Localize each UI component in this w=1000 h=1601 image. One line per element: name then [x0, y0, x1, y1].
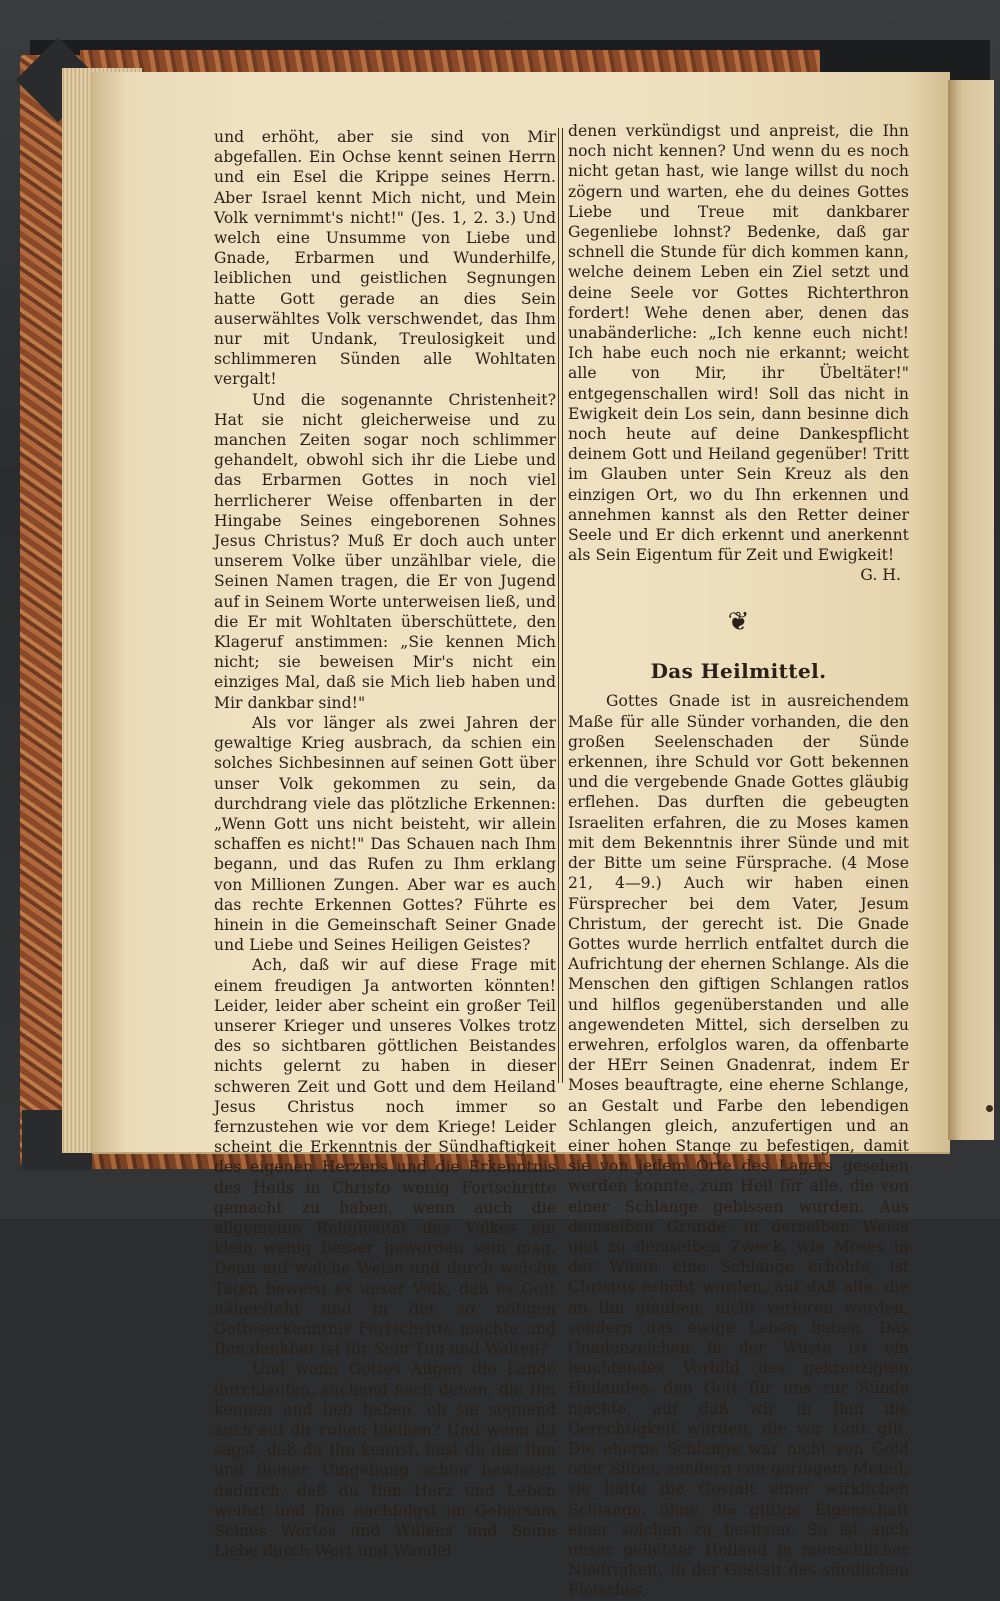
signature: G. H.: [860, 566, 901, 585]
next-page-edge: [948, 80, 994, 1140]
paragraph: Als vor länger als zwei Jahren der gewaltige Krieg ausbrach, da schien ein solches Sichbesinnen auf seinen Gott über unser Volk gekommen zu sein, da durchdrang viele das plötzliche Erkennen: „Wenn Gott uns nicht beisteht, wir allein schaffen es nicht!" Das Schauen nach Ihm begann, und das Rufen zu Ihm erklang von Millionen Zungen. Aber war es auch das rechte Erkennen Gottes? Führte es hinein in die Gemeinschaft Seiner Gnade und Liebe und Seines Heiligen Geistes?: [214, 713, 556, 955]
marbled-board-top: [80, 50, 820, 74]
column-rule: [558, 128, 563, 1083]
page-mark-dot: [986, 1105, 993, 1112]
paragraph: Und wenn Gottes Augen die Lande durchlaufen, suchend nach denen, die Ihn kennen und lieb haben, ob sie segnend auch auf dir ruhen bleiben? Und wenn du sagst, daß du Ihn kennst, hast du das Ihm und deiner Umgebung schon bewiesen dadurch, daß du Ihm Herz und Leben weihst und Ihm nachfolgst im Gehorsam Seines Wortes und Willens und Seine Liebe durch Wort und Wandel: [214, 1360, 556, 1561]
paragraph-text: denen verkündigst und anpreist, die Ihn noch nicht kennen? Und wenn du es noch nicht getan hast, wie lange willst du noch zögern und warten, ehe du deines Gottes Liebe und Treue mit dankbarer Gegenliebe lohnst? Bedenke, daß gar schnell die Stunde für dich kommen kann, welche deinem Leben ein Ziel setzt und deine Seele vor Gottes Richterthron fordert! Wehe denen aber, denen das unabänderliche: „Ich kenne euch nicht! Ich habe euch noch nie erkannt; weicht alle von Mir, ihr Übeltäter!" entgegenschallen wird! Soll das nicht in Ewigkeit dein Los sein, dann besinne dich noch heute auf deine Dankespflicht deinem Gott und Heiland gegenüber! Tritt im Glauben unter Sein Kreuz als den einzigen Ort, wo du Ihn erkennen und annehmen kannst als den Retter deiner Seele und Er dich erkennt und anerkennt als Sein Eigentum für Zeit und Ewigkeit!: [568, 122, 909, 565]
paragraph-continued: [568, 121, 909, 585]
ornament-icon: ❦: [727, 607, 750, 638]
paragraph: Gottes Gnade ist in ausreichendem Maße für alle Sünder vorhanden, die den großen Seelenschaden der Sünde erkennen, ihre Schuld vor Gott bekennen und die vergebende Gnade Gottes gläubig erflehen. Das durften die gebeugten Israeliten erfahren, die zu Moses kamen mit dem Bekenntnis ihrer Sünde und mit der Bitte um seine Fürsprache. (4 Mose 21, 4—9.) Auch wir haben einen Fürsprecher bei dem Vater, Jesum Christum, der gerecht ist. Die Gnade Gottes wurde herrlich entfaltet durch die Aufrichtung der ehernen Schlange. Als die Menschen den giftigen Schlangen ratlos und hilflos gegenüberstanden und alle angewendeten Mittel, sich derselben zu erwehren, erfolglos waren, da offenbarte der HErr Seinen Gnadenrat, indem Er Moses beauftragte, eine eherne Schlange, an Gestalt und Farbe den lebendigen Schlangen gleich, anzufertigen und an einer hohen Stange zu befestigen, damit sie von jedem Orte des Lagers gesehen werden konnte, zum Heil für alle, die von einer Schlange gebissen wurden. Aus demselben Grunde, in derselben Weise und zu demselben Zweck, wie Moses in der Wüste eine Schlange erhöhte, ist Christus erhöht worden, auf daß alle, die an Ihn glauben, nicht verloren werden, sondern das ewige Leben haben. Das Gnadenzeichen in der Wüste ist ein leuchtendes Vorbild des gekreuzigten Heilandes, den Gott für uns zur Sünde machte, auf daß wir in Ihm die Gerechtigkeit würden, die vor Gott gilt. Die eherne Schlange war nicht von Gold oder Silber, sondern von geringem Metall; sie hatte die Gestalt einer wirklichen Schlange, ohne die giftige Eigenschaft einer solchen zu besitzen. So ist auch unser geliebter Heiland in menschlicher Niedrigkeit, in der Gestalt des sündlichen Fleisches,: [568, 692, 909, 1600]
paragraph: Und die sogenannte Christenheit? Hat sie nicht gleicherweise und zu manchen Zeiten sogar noch schlimmer gehandelt, obwohl sich ihr die Liebe und das Erbarmen Gottes in noch viel herrlicherer Weise offenbarten in der Hingabe Seines eingeborenen Sohnes Jesus Christus? Muß Er doch auch unter unserem Volke über unzählbar viele, die Seinen Namen tragen, die Er von Jugend auf in Seinem Worte unterweisen ließ, und die Er mit Wohltaten überschüttete, den Klageruf anstimmen: „Sie kennen Mich nicht; sie beweisen Mir's nicht ein einziges Mal, daß sie Mich lieb haben und Mir dankbar sind!": [214, 390, 556, 712]
right-column: [568, 121, 909, 1601]
paragraph: Ach, daß wir auf diese Frage mit einem freudigen Ja antworten könnten! Leider, leider aber scheint ein großer Teil unserer Krieger und unseres Volkes trotz des so sichtbaren göttlichen Beistandes nichts gelernt zu haben in dieser schweren Zeit und Gott und dem Heiland Jesus Christus noch immer so fernzustehen wie vor dem Kriege! Leider scheint die Erkenntnis der Sündhaftigkeit des eigenen Herzens und die Erkenntnis des Heils in Christo wenig Fortschritte gemacht zu haben, wenn auch die allgemeine Religiösität des Volkes ein klein wenig besser geworden sein mag. Denn auf welche Weise und durch welche Taten beweist es unser Volk, daß es Gott nähersteht und in der so nötigen Gotteserkenntnis Fortschritte machte und Ihm dankbar ist für Sein Tun und Walten?: [214, 956, 556, 1359]
left-column: [214, 127, 556, 1561]
paragraph: und erhöht, aber sie sind von Mir abgefallen. Ein Ochse kennt seinen Herrn und ein Esel die Krippe seines Herrn. Aber Israel kennt Mich nicht, und Mein Volk vernimmt's nicht!" (Jes. 1, 2. 3.) Und welch eine Unsumme von Liebe und Gnade, Erbarmen und Wunderhilfe, leiblichen und geistlichen Segnungen hatte Gott gerade an dies Sein auserwähltes Volk verschwendet, das Ihm nur mit Undank, Treulosigkeit und schlimmeren Sünden alle Wohltaten vergalt!: [214, 128, 556, 389]
article-heading: Das Heilmittel.: [650, 659, 827, 684]
